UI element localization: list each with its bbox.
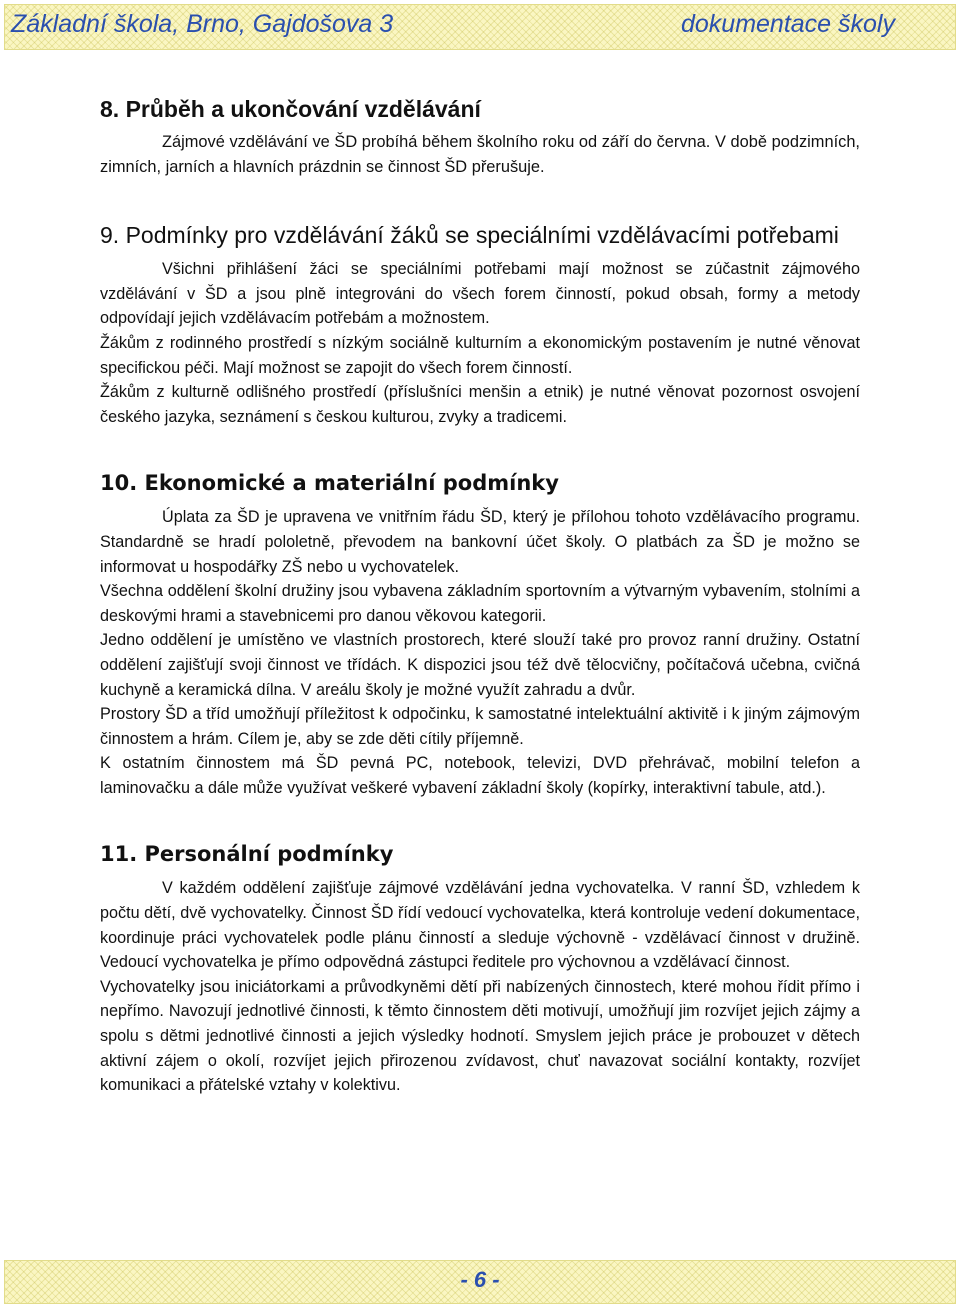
header-doc-title: dokumentace školy	[680, 10, 895, 38]
section-9	[100, 219, 860, 429]
section-11	[100, 838, 860, 1097]
paragraph: K ostatním činnostem má ŠD pevná PC, notebook, televizi, DVD přehrávač, mobilní telefon a laminovačku a dále může využívat veškeré vybavení základní školy (kopírky, interaktivní tabule, atd.).	[100, 754, 860, 797]
page-number: - 6 -	[460, 1267, 500, 1292]
paragraph: Jedno oddělení je umístěno ve vlastních prostorech, které slouží také pro provoz ranní družiny. Ostatní oddělení zajišťují svoji činnost ve třídách. K dispozici jsou též dvě tělocvičny, počítačová učebna, cvičná kuchyně a keramická dílna. V areálu školy je možné využít zahradu a dvůr.	[100, 631, 860, 699]
document-body	[100, 94, 860, 1098]
paragraph: Úplata za ŠD je upravena ve vnitřním řádu ŠD, který je přílohou tohoto vzdělávacího programu. Standardně se hradí pololetně, převodem na bankovní účet školy. O platbách za ŠD je možno se informovat u hospodářky ZŠ nebo u vychovatelek.	[100, 508, 860, 576]
section-10	[100, 467, 860, 800]
section-8	[100, 94, 860, 179]
header-school-name: Základní škola, Brno, Gajdošova 3	[11, 10, 394, 38]
paragraph: Žákům z rodinného prostředí s nízkým sociálně kulturním a ekonomickým postavením je nutné věnovat specifickou péči. Mají možnost se zapojit do všech forem činností.	[100, 333, 860, 377]
section-heading: 9. Podmínky pro vzdělávání žáků se speciálními vzdělávacími potřebami	[100, 222, 839, 249]
page-footer	[4, 1260, 956, 1304]
page-header	[4, 4, 956, 50]
section-heading: 8. Průběh a ukončování vzdělávání	[100, 96, 481, 122]
paragraph: Vychovatelky jsou iniciátorkami a průvodkyněmi dětí při nabízených činnostech, které mohou řídit přímo i nepřímo. Navozují jednotlivé činnosti, k těmto činnostem děti motivují, umožňují jim rozvíjet jejich zájmy a spolu s dětmi jednotlivé činnosti a jejich výsledky hodnotí. Smyslem jejich práce je probouzet v dětech aktivní zájem o okolí, rozvíjet jejich přirozenou zvídavost, chuť navazovat sociální kontakty, rozvíjet komunikaci a přátelské vztahy v kolektivu.	[100, 977, 860, 1095]
paragraph: Všechna oddělení školní družiny jsou vybavena základním sportovním a výtvarným vybavením, stolními a deskovými hrami a stavebnicemi pro danou věkovou kategorii.	[100, 582, 860, 625]
section-heading: 10. Ekonomické a materiální podmínky	[100, 471, 559, 496]
section-heading: 11. Personální podmínky	[100, 842, 394, 867]
paragraph: Všichni přihlášení žáci se speciálními potřebami mají možnost se zúčastnit zájmového vzdělávání v ŠD a jsou plně integrováni do všech forem činností, pokud obsah, formy a metody odpovídají jejich vzdělávacím potřebám a možnostem.	[100, 260, 860, 328]
paragraph: Prostory ŠD a tříd umožňují příležitost k odpočinku, k samostatné intelektuální aktivitě i k jiným zájmovým činnostem a hrám. Cílem je, aby se zde děti cítily příjemně.	[100, 705, 860, 748]
paragraph: V každém oddělení zajišťuje zájmové vzdělávání jedna vychovatelka. V ranní ŠD, vzhledem k počtu dětí, dvě vychovatelky. Činnost ŠD řídí vedoucí vychovatelka, která kontroluje vedení dokumentace, koordinuje práci vychovatelek podle plánu činností a sleduje výchovně - vzdělávací činnost v družině. Vedoucí vychovatelka je přímo odpovědná zástupci ředitele pro výchovnou a vzdělávací činnost.	[100, 879, 860, 972]
paragraph: Žákům z kulturně odlišného prostředí (příslušníci menšin a etnik) je nutné věnovat pozornost osvojení českého jazyka, seznámení s českou kulturou, zvyky a tradicemi.	[100, 383, 860, 426]
paragraph: Zájmové vzdělávání ve ŠD probíhá během školního roku od září do června. V době podzimních, zimních, jarních a hlavních prázdnin se činnost ŠD přerušuje.	[100, 133, 860, 176]
